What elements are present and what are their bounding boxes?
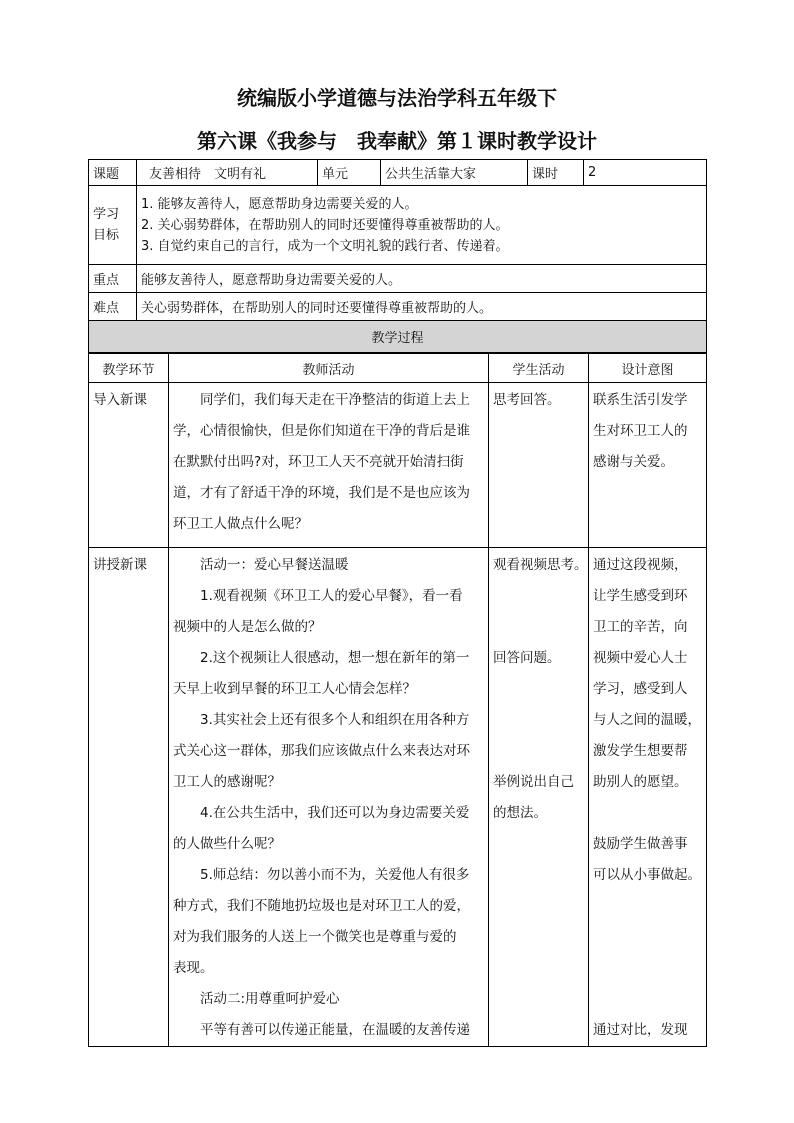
text-line: 的想法。: [493, 805, 547, 821]
text-line: 激发学生想要帮: [593, 743, 688, 759]
text-line: 平等有善可以传递正能量，在温暖的友善传递: [200, 1022, 470, 1038]
key-point-value: 能够友善待人，愿意帮助身边需要关爱的人。: [137, 265, 707, 293]
text-line: 5.师总结：勿以善小而不为，关爱他人有很多: [200, 867, 470, 883]
lecture-stage-label: 讲授新课: [93, 557, 147, 573]
text-line: 联系生活引发学: [593, 392, 688, 408]
text-line: 种方式，我们不随地扔垃圾也是对环卫工人的爱，: [173, 898, 470, 914]
text-line: 让学生感受到环: [593, 588, 688, 604]
intro-row: [89, 383, 707, 548]
text-line: 通过这段视频，: [593, 557, 688, 573]
objective-item: 3. 自觉约束自己的言行，成为一个文明礼貌的践行者、传递着。: [141, 238, 509, 254]
process-header-row: [89, 321, 707, 353]
text-line: 4.在公共生活中，我们还可以为身边需要关爱: [200, 805, 470, 821]
objective-item: 2. 关心弱势群体，在帮助别人的同时还要懂得尊重被帮助的人。: [141, 217, 509, 233]
objectives-label-line: 目标: [93, 228, 120, 243]
intro-design-intent: [589, 383, 707, 548]
intro-teacher-activity: [169, 383, 489, 548]
unit-label: 单元: [318, 160, 381, 186]
text-line: 感谢与关爱。: [593, 454, 674, 470]
text-line: 举例说出自己: [493, 774, 574, 790]
text-line: 观看视频思考。: [493, 557, 588, 573]
text-line: 环卫工人做点什么呢？: [173, 516, 308, 532]
teaching-process-table: [88, 353, 707, 1047]
intro-stage-label: 导入新课: [93, 392, 147, 408]
difficult-point-value: 关心弱势群体，在帮助别人的同时还要懂得尊重被帮助的人。: [137, 293, 707, 321]
text-line: 2.这个视频让人很感动，想一想在新年的第一: [200, 650, 470, 666]
topic-value: 友善相待 文明有礼: [137, 160, 318, 186]
lecture-design-intent: [589, 548, 707, 1047]
objectives-list: [137, 186, 707, 265]
text-line: 的人做些什么呢？: [173, 836, 281, 852]
text-line: 回答问题。: [493, 650, 561, 666]
header-design-intent: 设计意图: [589, 354, 707, 383]
header-teacher-activity: 教师活动: [169, 354, 489, 383]
objectives-label-line: 学习: [93, 207, 120, 222]
header-student-activity: 学生活动: [489, 354, 589, 383]
text-line: 活动二:用尊重呵护爱心: [200, 991, 340, 1007]
intro-student-activity: [489, 383, 589, 548]
lecture-teacher-activity: [169, 548, 489, 1047]
lecture-stage: [89, 548, 169, 1047]
intro-stage: [89, 383, 169, 548]
text-line: 视频中爱心人士: [593, 650, 688, 666]
document-title: 统编版小学道德与法治学科五年级下: [237, 86, 557, 110]
key-point-row: [89, 265, 707, 293]
text-line: 助别人的愿望。: [593, 774, 688, 790]
period-value: 2: [584, 160, 707, 186]
objectives-label: [89, 186, 137, 265]
header-stage: 教学环节: [89, 354, 169, 383]
text-line: 3.其实社会上还有很多个人和组织在用各种方: [200, 712, 470, 728]
topic-row: [89, 160, 707, 186]
process-column-headers: [89, 354, 707, 383]
lecture-row: [89, 548, 707, 1047]
key-point-label: 重点: [89, 265, 137, 293]
text-line: 天早上收到早餐的环卫工人心情会怎样？: [173, 681, 416, 697]
text-line: 活动一：爱心早餐送温暖: [200, 557, 349, 573]
difficult-point-row: [89, 293, 707, 321]
text-line: 与人之间的温暖，: [593, 712, 701, 728]
process-section-title: 教学过程: [89, 321, 707, 353]
text-line: 道，才有了舒适干净的环境，我们是不是也应该为: [173, 485, 470, 501]
text-line: 视频中的人是怎么做的？: [173, 619, 322, 635]
lecture-student-activity: [489, 548, 589, 1047]
text-line: 卫工人的感谢呢？: [173, 774, 281, 790]
text-line: 在默默付出吗?对，环卫工人天不亮就开始清扫街: [173, 454, 464, 470]
text-line: 学习，感受到人: [593, 681, 688, 697]
text-line: 对为我们服务的人送上一个微笑也是尊重与爱的: [173, 929, 457, 945]
text-line: 可以从小事做起。: [593, 867, 701, 883]
objective-item: 1. 能够友善待人，愿意帮助身边需要关爱的人。: [141, 196, 418, 212]
text-line: 式关心这一群体，那我们应该做点什么来表达对环: [173, 743, 470, 759]
difficult-point-label: 难点: [89, 293, 137, 321]
text-line: 1.观看视频《环卫工人的爱心早餐》，看一看: [200, 588, 463, 604]
text-line: 学，心情很愉快，但是你们知道在干净的背后是谁: [173, 423, 470, 439]
text-line: 生对环卫工人的: [593, 423, 688, 439]
topic-label: 课题: [89, 160, 137, 186]
text-line: 鼓励学生做善事: [593, 836, 688, 852]
lesson-info-table: [88, 159, 707, 353]
period-label: 课时: [528, 160, 584, 186]
lesson-title: 第六课《我参与 我奉献》第１课时教学设计: [197, 129, 597, 153]
text-line: 卫工的辛苦，向: [593, 619, 688, 635]
text-line: 同学们，我们每天走在干净整洁的街道上去上: [200, 392, 470, 408]
unit-value: 公共生活靠大家: [381, 160, 528, 186]
objectives-row: [89, 186, 707, 265]
text-line: 思考回答。: [493, 392, 561, 408]
text-line: 通过对比，发现: [593, 1022, 688, 1038]
text-line: 表现。: [173, 960, 214, 976]
